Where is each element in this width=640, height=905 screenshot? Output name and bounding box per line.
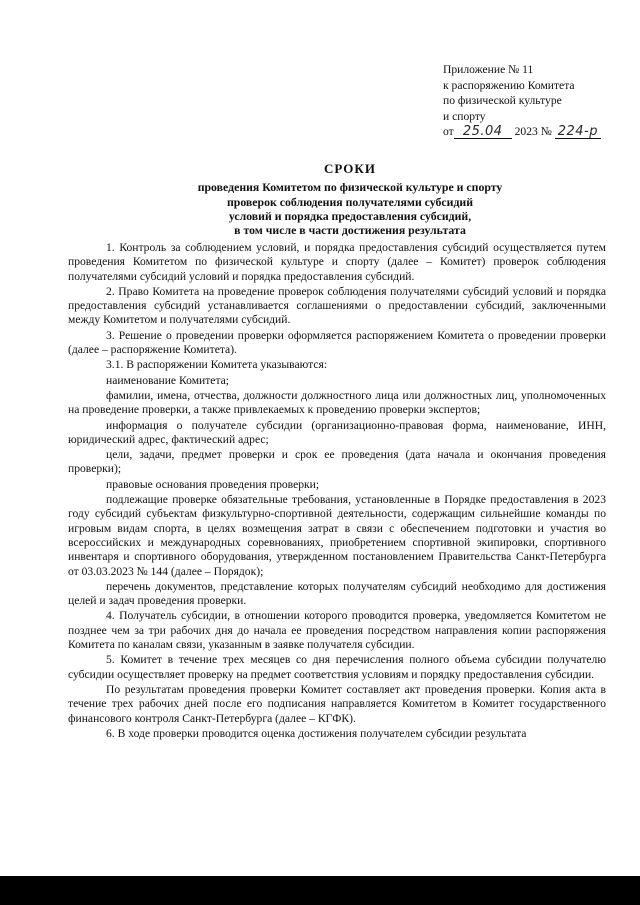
handwritten-date: 25.04: [454, 125, 512, 139]
list-item-goals: цели, задачи, предмет проверки и срок ее проведения (дата начала и окончания проведения проверки);: [68, 448, 606, 476]
paragraph-6: 6. В ходе проверки проводится оценка достижения получателем субсидии результата: [106, 726, 527, 740]
title-line-4: в том числе в части достижения результата: [234, 223, 466, 238]
paragraph-4: 4. Получатель субсидии, в отношении которого проводится проверка, уведомляется Комитетом не позднее чем за три рабочих дня до начала ее проведения посредством направления копии распоряжения Комитета по каналам связи, указанным в заявке получателя субсидии.: [68, 609, 606, 652]
appendix-number: Приложение № 11: [443, 63, 534, 76]
list-item-requirements: подлежащие проверке обязательные требования, установленные в Порядке предоставления в 2023 году субсидий субъектам физкультурно-спортивной деятельности, содержащим сильнейшие команды по игровым видам спорта, в целях возмещения затрат в связи с обеспечением подготовки и участия во всероссийских и международных соревнованиях, приобретением спортивной экипировки, спортивного инвентаря и спортивного оборудования, утвержденном постановлением Правительства Санкт-Петербурга от 03.03.2023 № 144 (далее – Порядок);: [68, 493, 606, 578]
list-item-recipient-info: информация о получателе субсидии (организационно-правовая форма, наименование, ИНН, юридический адрес, фактический адрес;: [68, 418, 606, 446]
list-item-officials: фамилии, имена, отчества, должности должностного лица или должностных лиц, уполномоченных на проведение проверки, а также привлекаемых к проведению проверки экспертов;: [68, 388, 606, 417]
paragraph-3-1: 3.1. В распоряжении Комитета указываются:: [106, 358, 328, 372]
paragraph-2: 2. Право Комитета на проведение проверок соблюдения получателями субсидий условий и порядка предоставления субсидий устанавливается соглашениями о предоставлении субсидий, заключенными между Комитетом и получателями субсидий.: [68, 284, 606, 327]
list-item-legal-basis: правовые основания проведения проверки;: [106, 477, 320, 491]
appendix-line-3: по физической культуре: [443, 94, 562, 108]
year-text: 2023 №: [514, 125, 552, 139]
appendix-block: [443, 62, 633, 140]
document-body: [68, 241, 606, 741]
list-item-committee-name: наименование Комитета;: [106, 373, 230, 387]
title-line-3: условий и порядка предоставления субсидий,: [228, 208, 472, 223]
document-heading: СРОКИ: [324, 161, 376, 176]
handwritten-order-number: 224-р: [555, 125, 601, 139]
paragraph-5-results: По результатам проведения проверки Комитет составляет акт проведения проверки. Копия акта в течение трех рабочих дней после его подписания направляется Комитетом в Комитет государственного финансового контроля Санкт-Петербурга (далее – КГФК).: [68, 682, 606, 725]
scan-bottom-edge: [0, 876, 640, 905]
date-prefix: от: [443, 125, 454, 139]
appendix-line-2: к распоряжению Комитета: [443, 78, 575, 92]
document-title-block: [120, 162, 580, 237]
paragraph-5: 5. Комитет в течение трех месяцев со дня перечисления полного объема субсидии получателю субсидии осуществляет проверку на предмет соответствия условиям и порядку предоставления субсидии.: [68, 653, 606, 681]
title-line-2: проверок соблюдения получателями субсидий: [226, 194, 474, 209]
list-item-documents: перечень документов, представление которых получателям субсидий необходимо для достижения целей и задач проведения проверки.: [68, 579, 606, 608]
paragraph-1: 1. Контроль за соблюдением условий, и порядка предоставления субсидий осуществляется путем проведения Комитетом по физической культуре и спорту (далее – Комитет) проверок соблюдения получателями субсидий условий и порядка предоставления субсидий.: [68, 241, 606, 283]
paragraph-3: 3. Решение о проведении проверки оформляется распоряжением Комитета о проведении проверки (далее – распоряжение Комитета).: [68, 328, 606, 357]
appendix-date-line: [443, 124, 633, 140]
appendix-line-4: и спорту: [443, 109, 486, 123]
title-line-1: проведения Комитетом по физической культуре и спорту: [197, 180, 503, 195]
